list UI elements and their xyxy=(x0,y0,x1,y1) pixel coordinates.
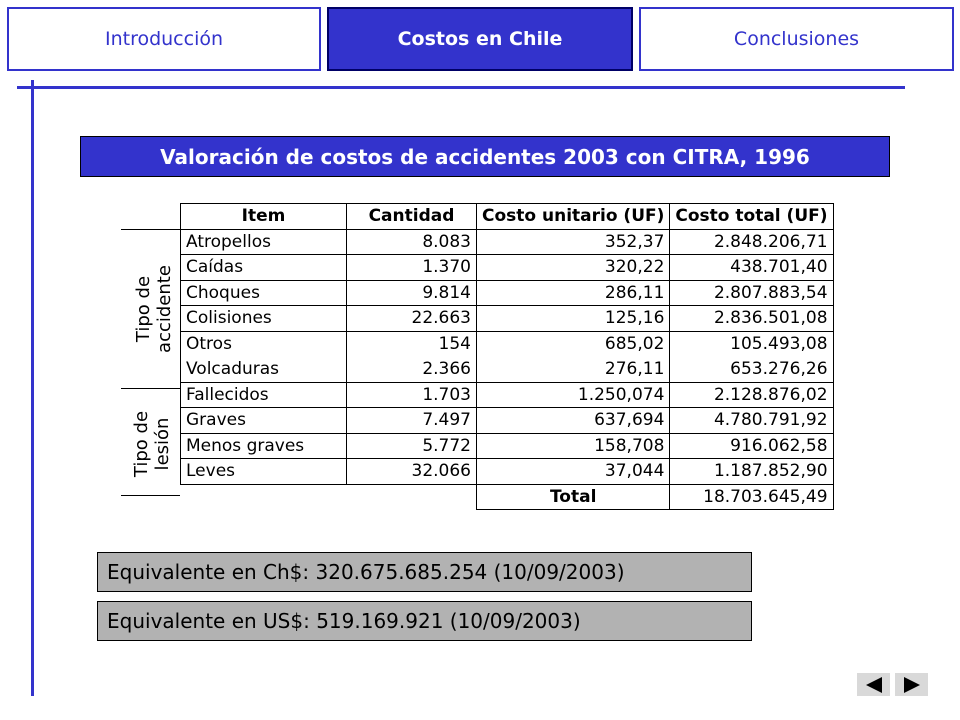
cell-cantidad: 1.370 xyxy=(347,255,477,281)
cell-item: Colisiones xyxy=(181,306,347,332)
table-row xyxy=(181,433,834,459)
cell-cantidad: 1.703 xyxy=(347,382,477,408)
header-cantidad: Cantidad xyxy=(347,204,477,230)
tab-costos-en-chile[interactable]: Costos en Chile xyxy=(327,7,633,71)
table-row xyxy=(181,280,834,306)
table-total-row xyxy=(181,484,834,510)
next-button[interactable] xyxy=(895,673,928,696)
cell-cantidad: 22.663 xyxy=(347,306,477,332)
table-row xyxy=(181,306,834,332)
table-row xyxy=(181,357,834,383)
header-costo-unitario: Costo unitario (UF) xyxy=(477,204,670,230)
blank-cell xyxy=(181,484,347,510)
total-label: Total xyxy=(477,484,670,510)
group-label-line: lesión xyxy=(152,417,173,471)
cell-costo-unitario: 637,694 xyxy=(477,408,670,434)
cell-item: Leves xyxy=(181,459,347,485)
table-row xyxy=(181,255,834,281)
cell-costo-unitario: 286,11 xyxy=(477,280,670,306)
table-row xyxy=(181,382,834,408)
cell-cantidad: 2.366 xyxy=(347,357,477,383)
header-item: Item xyxy=(181,204,347,230)
cell-costo-unitario: 125,16 xyxy=(477,306,670,332)
table-row xyxy=(181,408,834,434)
cell-item: Choques xyxy=(181,280,347,306)
table-row xyxy=(181,331,834,357)
table-header-row xyxy=(181,204,834,230)
group-label-line: accidente xyxy=(154,265,175,353)
cell-item: Caídas xyxy=(181,255,347,281)
cell-cantidad: 8.083 xyxy=(347,229,477,255)
previous-button[interactable] xyxy=(857,673,890,696)
table-row xyxy=(181,459,834,485)
cell-costo-unitario: 352,37 xyxy=(477,229,670,255)
cell-costo-total: 105.493,08 xyxy=(670,331,833,357)
costs-table xyxy=(180,203,834,510)
triangle-left-icon xyxy=(865,676,883,694)
group-label-tipo-lesion xyxy=(131,404,173,484)
cell-item: Volcaduras xyxy=(181,357,347,383)
group-label-line: Tipo de xyxy=(131,410,152,478)
total-value: 18.703.645,49 xyxy=(670,484,833,510)
table-row xyxy=(181,229,834,255)
cell-costo-unitario: 1.250,074 xyxy=(477,382,670,408)
table-body xyxy=(181,229,834,510)
equivalent-clp: Equivalente en Ch$: 320.675.685.254 (10/09/2003) xyxy=(97,552,752,592)
cell-item: Otros xyxy=(181,331,347,357)
tab-conclusiones[interactable]: Conclusiones xyxy=(639,7,954,71)
cell-costo-unitario: 276,11 xyxy=(477,357,670,383)
cell-costo-total: 2.848.206,71 xyxy=(670,229,833,255)
cell-item: Menos graves xyxy=(181,433,347,459)
cell-costo-unitario: 320,22 xyxy=(477,255,670,281)
header-costo-total: Costo total (UF) xyxy=(670,204,833,230)
cell-item: Graves xyxy=(181,408,347,434)
cell-costo-total: 2.807.883,54 xyxy=(670,280,833,306)
cell-costo-total: 4.780.791,92 xyxy=(670,408,833,434)
cell-costo-total: 2.128.876,02 xyxy=(670,382,833,408)
horizontal-divider xyxy=(17,86,905,89)
blank-cell xyxy=(347,484,477,510)
cell-costo-unitario: 37,044 xyxy=(477,459,670,485)
cell-costo-unitario: 158,708 xyxy=(477,433,670,459)
triangle-right-icon xyxy=(903,676,921,694)
cell-cantidad: 7.497 xyxy=(347,408,477,434)
tab-introduccion[interactable]: Introducción xyxy=(7,7,321,71)
cell-cantidad: 154 xyxy=(347,331,477,357)
cell-costo-unitario: 685,02 xyxy=(477,331,670,357)
cell-item: Fallecidos xyxy=(181,382,347,408)
cell-item: Atropellos xyxy=(181,229,347,255)
cell-cantidad: 5.772 xyxy=(347,433,477,459)
cell-cantidad: 9.814 xyxy=(347,280,477,306)
vertical-divider xyxy=(31,80,34,696)
equivalent-usd: Equivalente en US$: 519.169.921 (10/09/2003) xyxy=(97,601,752,641)
cell-costo-total: 2.836.501,08 xyxy=(670,306,833,332)
cell-costo-total: 653.276,26 xyxy=(670,357,833,383)
cell-costo-total: 438.701,40 xyxy=(670,255,833,281)
cell-costo-total: 1.187.852,90 xyxy=(670,459,833,485)
group-label-tipo-accidente xyxy=(133,265,175,353)
cell-cantidad: 32.066 xyxy=(347,459,477,485)
group-label-line: Tipo de xyxy=(133,275,154,343)
page-title: Valoración de costos de accidentes 2003 con CITRA, 1996 xyxy=(80,136,890,177)
cell-costo-total: 916.062,58 xyxy=(670,433,833,459)
